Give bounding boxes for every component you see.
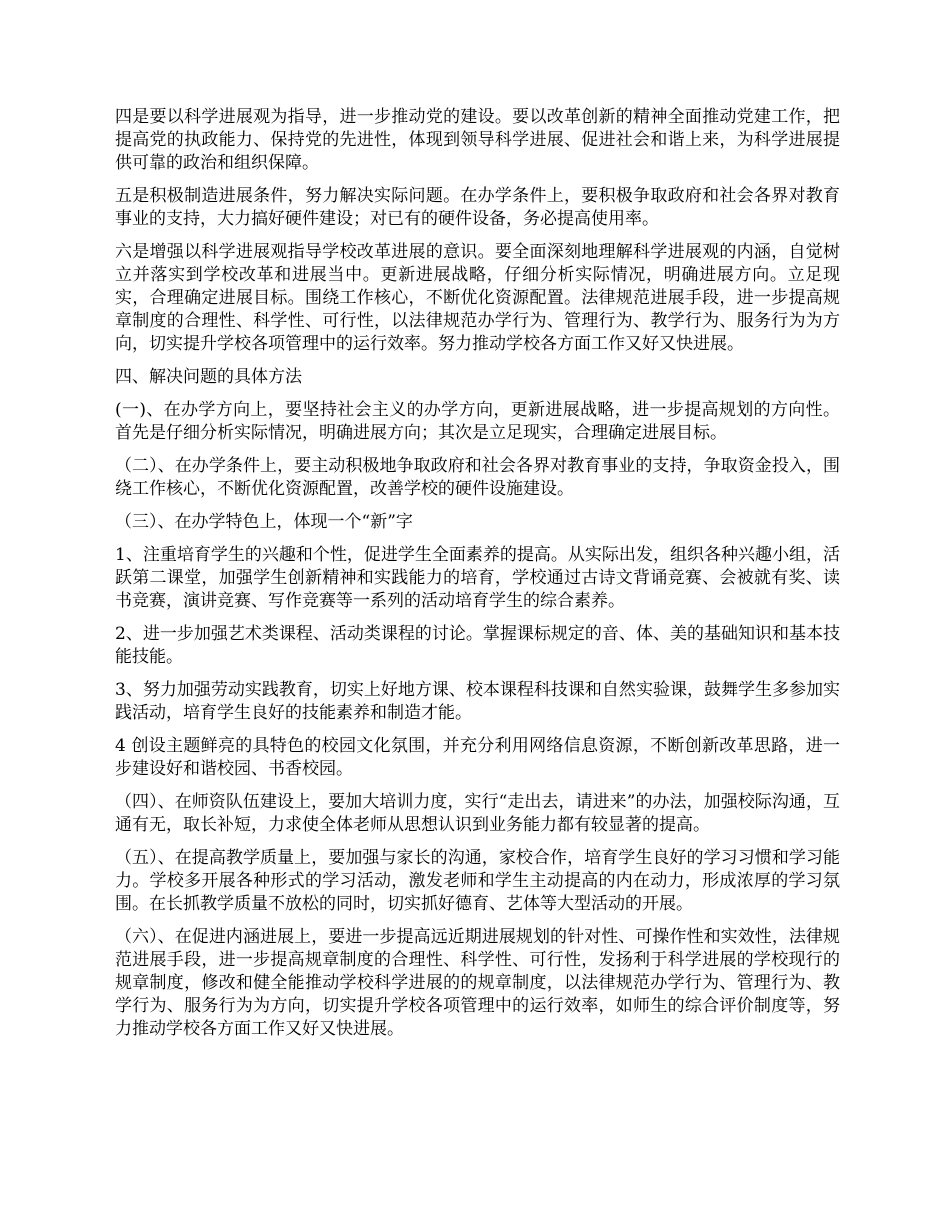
paragraph-section-six-point: 六是增强以科学进展观指导学校改革进展的意识。要全面深刻地理解科学进展观的内涵，自觉树立并落实到学校改革和进展当中。更新进展战略，仔细分析实际情况，明确进展方向。立足现实，合理确定进展目标。围绕工作核心，不断优化资源配置。法律规范进展手段，进一步提高规章制度的合理性、科学性、可行性，以法律规范办学行为、管理行为、教学行为、服务行为为方向，切实提升学校各项管理中的运行效率。努力推动学校各方面工作又好又快进展。: [115, 242, 840, 354]
paragraph-method-4: （四）、在师资队伍建设上，要加大培训力度，实行“走出去，请进来”的办法，加强校际沟通，互通有无，取长补短，力求使全体老师从思想认识到业务能力都有较显著的提高。: [115, 792, 840, 835]
paragraph-method-3: （三）、在办学特色上，体现一个“新”字: [115, 512, 413, 532]
section-heading-methods: 四、解决问题的具体方法: [115, 367, 302, 387]
paragraph-method-3-item-1: 1、注重培育学生的兴趣和个性，促进学生全面素养的提高。从实际出发，组织各种兴趣小组，活跃第二课堂，加强学生创新精神和实践能力的培育，学校通过古诗文背诵竞赛、会被就有奖、读书竞赛，演讲竞赛、写作竞赛等一系列的活动培育学生的综合素养。: [115, 545, 840, 611]
paragraph-method-5: （五）、在提高教学质量上，要加强与家长的沟通，家校合作，培育学生良好的学习习惯和学习能力。学校多开展各种形式的学习活动，激发老师和学生主动提高的内在动力，形成浓厚的学习氛围。在长抓教学质量不放松的同时，切实抓好德育、艺体等大型活动的开展。: [115, 848, 840, 914]
document-page: [115, 106, 840, 1051]
paragraph-method-2: （二）、在办学条件上，要主动积极地争取政府和社会各界对教育事业的支持，争取资金投入，围绕工作核心，不断优化资源配置，改善学校的硬件设施建设。: [115, 456, 840, 499]
paragraph-section-five-point: 五是积极制造进展条件，努力解决实际问题。在办学条件上，要积极争取政府和社会各界对教育事业的支持，大力搞好硬件建设；对已有的硬件设备，务必提高使用率。: [115, 186, 840, 229]
paragraph-section-four-point: 四是要以科学进展观为指导，进一步推动党的建设。要以改革创新的精神全面推动党建工作，把提高党的执政能力、保持党的先进性，体现到领导科学进展、促进社会和谐上来，为科学进展提供可靠的政治和组织保障。: [115, 107, 840, 173]
paragraph-method-3-item-4: 4 创设主题鲜亮的具特色的校园文化氛围，并充分利用网络信息资源，不断创新改革思路，进一步建设好和谐校园、书香校园。: [115, 736, 840, 779]
paragraph-method-1: (一)、在办学方向上，要坚持社会主义的办学方向，更新进展战略，进一步提高规划的方向性。首先是仔细分析实际情况，明确进展方向；其次是立足现实，合理确定进展目标。: [115, 400, 840, 443]
paragraph-method-6: （六）、在促进内涵进展上，要进一步提高远近期进展规划的针对性、可操作性和实效性，法律规范进展手段，进一步提高规章制度的合理性、科学性、可行性，发扬利于科学进展的学校现行的规章制度，修改和健全能推动学校科学进展的的规章制度，以法律规范办学行为、管理行为、教学行为、服务行为为方向，切实提升学校各项管理中的运行效率，如师生的综合评价制度等，努力推动学校各方面工作又好又快进展。: [115, 927, 840, 1039]
paragraph-method-3-item-2: 2、进一步加强艺术类课程、活动类课程的讨论。掌握课标规定的音、体、美的基础知识和基本技能技能。: [115, 624, 840, 667]
paragraph-method-3-item-3: 3、努力加强劳动实践教育，切实上好地方课、校本课程科技课和自然实验课，鼓舞学生多参加实践活动，培育学生良好的技能素养和制造才能。: [115, 680, 840, 723]
